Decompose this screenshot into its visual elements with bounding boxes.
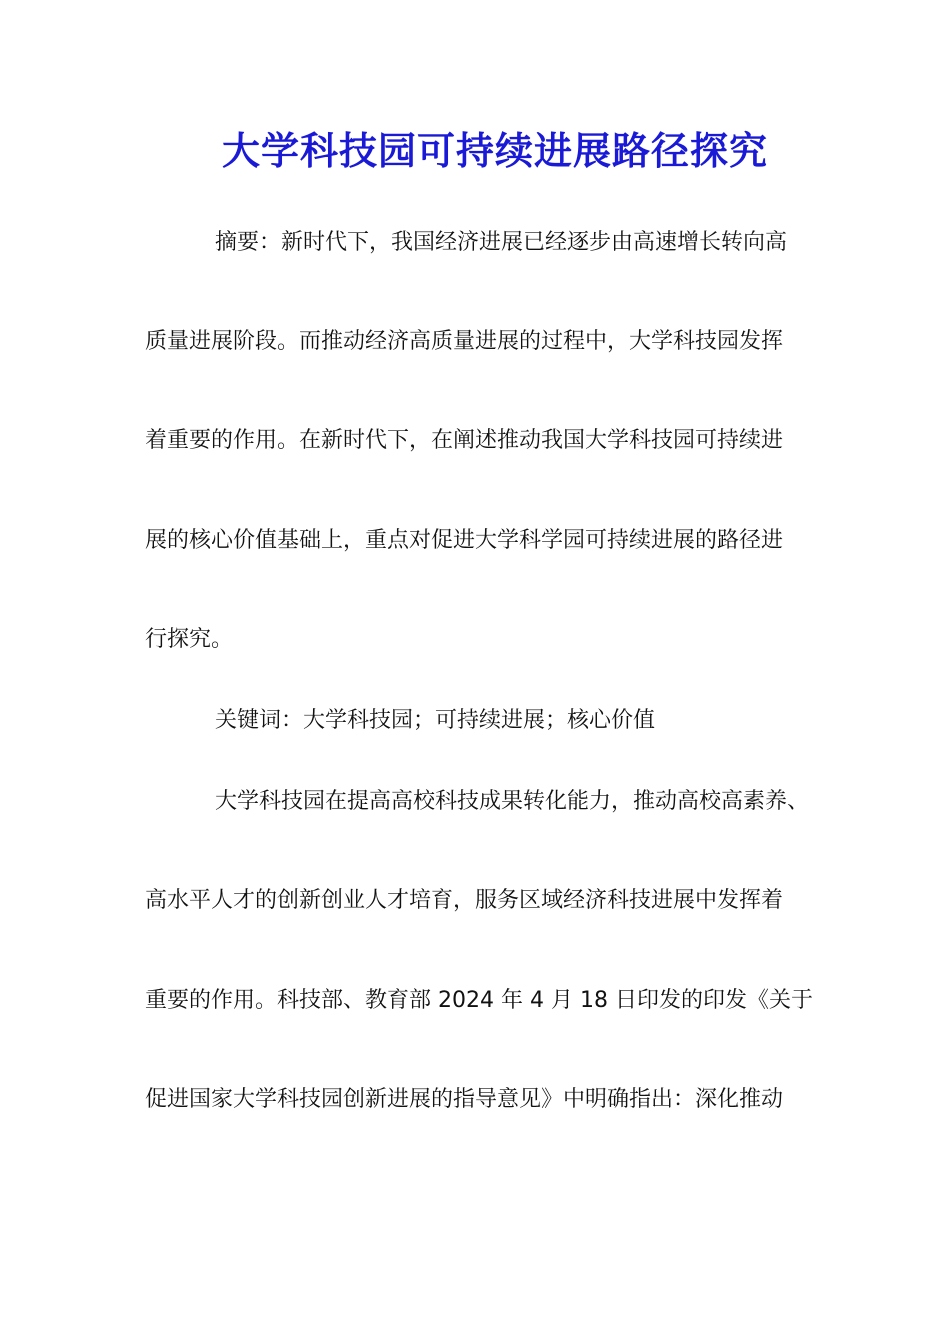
abstract-line-5: 行探究。 bbox=[145, 627, 234, 652]
abstract-line-4: 展的核心价值基础上，重点对促进大学科学园可持续进展的路径进 bbox=[145, 528, 784, 553]
body-line-3: 重要的作用。科技部、教育部 2024 年 4 月 18 日印发的印发《关于 bbox=[145, 988, 813, 1013]
document-title: 大学科技园可持续进展路径探究 bbox=[221, 128, 768, 173]
body-line-4: 促进国家大学科技园创新进展的指导意见》中明确指出：深化推动 bbox=[145, 1087, 784, 1112]
abstract-line-3: 着重要的作用。在新时代下，在阐述推动我国大学科技园可持续进 bbox=[145, 428, 784, 453]
keywords-line: 关键词：大学科技园；可持续进展；核心价值 bbox=[215, 708, 656, 733]
body-line-1: 大学科技园在提高高校科技成果转化能力，推动高校高素养、 bbox=[215, 789, 810, 814]
abstract-line-2: 质量进展阶段。而推动经济高质量进展的过程中，大学科技园发挥 bbox=[145, 329, 784, 354]
body-line-2: 高水平人才的创新创业人才培育，服务区域经济科技进展中发挥着 bbox=[145, 888, 784, 913]
abstract-line-1: 摘要：新时代下，我国经济进展已经逐步由高速增长转向高 bbox=[215, 230, 788, 255]
